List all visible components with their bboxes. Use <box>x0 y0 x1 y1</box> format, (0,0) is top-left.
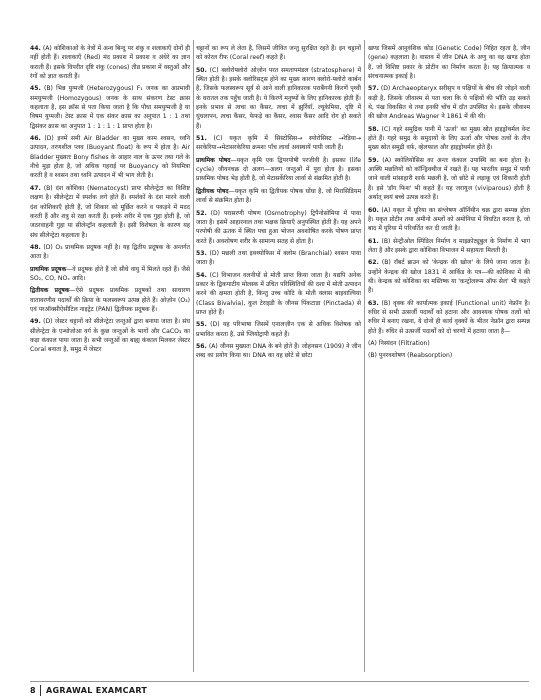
answer-entry <box>30 84 190 131</box>
column-divider <box>193 40 194 672</box>
answer-entry <box>196 209 361 246</box>
question-number: 60. <box>368 206 379 214</box>
column-middle <box>196 44 361 364</box>
answer-entry <box>196 342 361 361</box>
answer-entry <box>368 156 530 203</box>
answer-entry <box>196 271 361 318</box>
answer-text: (D) जेस्टर चट्टानों को सीलेन्ट्रेटा जन्तुओं द्वारा बनाया जाता है। संघ सीलेन्ट्रेटा के एन्थोजोआ वर्ग के कुछ जन्तुओं के भागों और CaCO₃ का कड़ा कंकाल पाया जाता है। सभी जन्तुओं का बाह्य कंकाल मिलकर जेस्टर Coral बनाता है, समुद्र में जेस्टर <box>30 318 191 354</box>
answer-text: (A) निस्यंदन (Filtration) <box>368 339 430 347</box>
footer-rule <box>30 681 529 682</box>
question-number: 57. <box>368 85 379 93</box>
question-number: 59. <box>368 156 379 164</box>
answer-subsection <box>30 286 190 314</box>
question-number: 61. <box>368 237 379 245</box>
answer-text: (B) रॉबर्ट ब्राउन को 'केन्द्रक की खोज' के लिये जाना जाता है। उन्होंने केन्द्रक की खोज 1831 में आर्किड के पत्र—की कोशिका में की थी। केन्द्रक को कोशिका का मस्तिष्क या 'कन्ट्रोलरूम ऑफ सेल' भी कहते हैं। <box>368 259 530 295</box>
answer-text: (A) यकृत में यूरिया का संश्लेषण ऑर्निथीन चक्र द्वारा सम्पन्न होता है। यकृत प्रोटीन तथा अमीनो अम्लों को अमोनिया में विघटित करता है, जो बाद में यूरिया में परिवर्तित कर दी जाती है। <box>368 206 531 233</box>
question-number: 54. <box>196 271 207 279</box>
brand-name: AGRAWAL EXAMCART <box>46 686 148 695</box>
answer-text: (A) कोशिकाओं के नेत्रों में अन्ध बिन्दु पर शंकु व शलाकाएँ दोनों ही नहीं होती हैं। शलाकाएँ (Red) मंद प्रकाश में प्रकाश व अंधेरे का ज्ञान कराती हैं। इसके विपरीत दृष्टि शंकु (cones) तीव्र प्रकाश में वस्तुओं और रंगों को ज्ञात कराती हैं। <box>30 45 191 81</box>
question-number: 62. <box>368 259 379 267</box>
answer-text: (B) सेन्ट्रीओल स्पिंडिल निर्माण व माइक्रोट्यूबुल के निर्माण में भाग लेता है और इसके द्वारा कोशिका विभाजन में सहायता मिलती है। <box>368 237 530 254</box>
answer-text: (D) Archaeopteryx सरीसृप व पक्षियों के बीच की जोड़ने वाली कड़ी है, जिसके जीवाश्म से पता चला कि ये पक्षियों की भाँति उड़ सकते थे, पंख विकसित थे तथा इनकी चोंच में दाँत उपस्थित थे। इसके जीवाश्म की खोज Andreas Wagner ने 1861 में की थी। <box>368 85 530 121</box>
answer-text: चट्टानों का रूप ले लेता है, जिसमें जीवित जन्तु सुरक्षित रहते हैं। इन चट्टानों को कोरल रीफ (Coral reef) कहते हैं। <box>196 45 361 62</box>
answer-entry <box>30 44 190 81</box>
answer-entry <box>30 243 190 262</box>
answer-text: खण्ड जिसमें आनुवंशिक कोड (Genetic Code) निहित रहता है, जीन (gene) कहलाता है। वास्तव में जीन DNA के अणु का वह खण्ड होता है, जो विशिष्ट प्रकार के प्रोटीन का निर्माण करता है। यह क्रियात्मक व संरचनात्मक इकाई है। <box>368 45 530 81</box>
answer-entry <box>30 134 190 181</box>
answer-entry <box>368 258 530 295</box>
answer-entry <box>368 299 530 336</box>
answer-text: (A) जीनस मुख्यतः DNA के बने होते हैं। जोहनसन (1909) ने जीन शब्द का प्रयोग किया था। DNA का वह छोटे से छोटा <box>196 342 362 360</box>
answer-subsection <box>196 187 361 206</box>
question-number: 58. <box>368 125 379 133</box>
answer-entry <box>368 206 530 234</box>
question-number: 50. <box>196 66 207 74</box>
question-number: 47. <box>30 184 41 192</box>
question-number: 52. <box>196 209 207 217</box>
answer-text: (D) मछली तथा इक्थ्योफिस में क्लोम (Branchial) श्वसन पाया जाता है। <box>196 249 361 267</box>
answer-text: —ऐसे प्रदूषक प्राथमिक प्रदूषकों तथा साधारण वातावरणीय पदार्थों की क्रिया के फलस्वरूप उत्पन्न होते हैं। ओज़ोन (O₃) एवं परऑक्सीऐसीटिल नाइट्रेट (PAN) द्वितीयक प्रदूषक हैं। <box>30 287 190 313</box>
answer-entry <box>196 44 361 63</box>
question-number: 55. <box>196 321 207 329</box>
question-number: 46. <box>30 135 41 143</box>
question-number: 49. <box>30 318 41 326</box>
answer-text: —यकृत कृमि का द्वितीयक पोषक घोंघा है, जो मिरासिडियम लार्वा से संक्रमित होता है। <box>196 187 361 205</box>
answer-entry <box>196 66 361 131</box>
answer-text: (B) वृक्क की कार्यात्मक इकाई (Functional unit) नेफ्रॉन है। रुधिर से सभी उत्सर्जी पदार्थों को हटाना और आवश्यक पोषक तत्वों को रुधिर में बनाए रखना, ये दोनों ही कार्य वृक्कों के भीतर नेफ्रॉन द्वारा सम्पन्न होते हैं। रुधिर से उत्सर्जी पदार्थों को दो चरणों में हटाया जाता है— <box>368 299 530 335</box>
answer-entry <box>30 317 190 354</box>
subsection-heading: प्राथमिक पोषद <box>196 156 231 164</box>
answer-entry <box>368 237 530 256</box>
answer-text: (C) विभाजन वलनीयों से मोती प्राप्त किया जाता है। यद्यपि अनेक प्रकार के द्विकपाटीय मोलस्क में उचित परिस्थितियों की दशा में मोती उत्पादन करने की क्षमता होती है, किन्तु उच्च कोटि के मोती क्लास बाइवाल्विया (Class Bivalvia), कुल टेराइडी के जीनस पिंकटाडा (Pinctada) से प्राप्त होते हैं। <box>196 271 361 316</box>
answer-entry <box>368 84 530 121</box>
page-footer <box>0 678 541 700</box>
answer-text: (C) गहरे समुद्रिक पानी में 'ऊर्जा' का मुख्य स्रोत हाइड्रोथर्मल वेन्ट होते हैं। गहरे समुद्र के समुदायों के लिए ऊर्जा और पोषक तत्वों के तीन मुख्य स्रोत समुद्री वर्फ़, व्हेलफाल और हाइड्रोथर्मल होते हैं। <box>368 125 531 152</box>
answer-text: —यकृत कृमि एक द्विपरपोषी परजीवी है। इसका (life cycle) जीवनचक्र दो अलग—अलग जन्तुओं में पूरा होता है। इसका प्राथमिक पोषद भेड़ होती है, जो मेटासर्केरिया लार्वा से संक्रमित होती है। <box>196 156 362 183</box>
answer-entry <box>196 249 361 268</box>
answer-text: (A) स्कोलियोसिस का अन्तः कंकाल उपास्थि का बना होता है। आस्थि मछलियों को कॉन्ड्रिक्थीज में रखते हैं। यह भारतीय समुद्र में पायी जाने वाली मांसाहारी शार्क मछली है, जो छोटे से लड़ाकू एवं शिकारी होती है। इसे 'डॉग फिश' भी कहते हैं। यह जरायुज (viviparous) होती है अर्थात् स्वयं बच्चे उत्पन्न करते हैं। <box>368 156 531 202</box>
column-left <box>30 44 190 358</box>
answer-subsection <box>196 156 361 184</box>
column-divider <box>364 40 365 672</box>
question-number: 56. <box>196 342 207 350</box>
page-number: 8 <box>30 686 36 695</box>
answer-text: (D) O₃ प्राथमिक प्रदूषक नहीं है। यह द्वितीय प्रदूषक के अन्तर्गत आता है। <box>30 243 191 261</box>
question-number: 44. <box>30 45 41 52</box>
answer-text: (D) इनमें समी Air Bladder का मुख्य काम श्वसन, ध्वनि उत्पादन, तरणशील प्लव (Buoyant float) के रूप में होता है। Air Bladder मुख्यतः Bony fishes के आहार नाल के ऊपर तथा गले के नीचे मुड़ा होता है, जो अधिक गहराई पर Buoyancy को नियमित्रा करती है व श्वसन तथा ध्वनि उत्पादन में भी भाग लेती है। <box>30 135 190 180</box>
question-number: 48. <box>30 243 41 251</box>
answer-entry <box>196 320 361 339</box>
answer-entry <box>368 44 530 81</box>
column-right <box>368 44 530 364</box>
answer-subsection <box>368 339 530 348</box>
answer-text: (B) भिन्न युग्मजी (Heterozygous) F₁ जनक का अप्रभावी समयुग्मजी (Homozygous) जनक के साथ संकरण टेस्ट क्रास कहलाता है, इस क्रॉस से पता किया जाता है कि पौधा समयुग्मजी है या विषम युग्मजी। टेस्ट क्रास में एक संकर क्रास का अनुपात 1 : 1 तथा द्विसंकर क्रास का अनुपात 1 : 1 : 1 : 1 प्राप्त होता है। <box>30 85 191 130</box>
answer-entry <box>368 125 530 153</box>
subsection-heading: द्वितीयक प्रदूषक <box>30 287 70 295</box>
footer-separator <box>40 685 41 696</box>
answer-text: (C) यकृत कृमि में सिस्टोसिस→ स्पोरोसिस्ट →रेडिया→ सरकेरिया→मेटासरकेरिया क्रमशः पाँच लार्वा अवस्थायें पायी जाती हैं। <box>196 135 361 152</box>
subsection-heading: प्राथमिक प्रदूषक <box>30 265 67 273</box>
answer-text: —वे प्रदूषक होते हैं जो सीधे वायु में मिलते रहते हैं। जैसे SO₂, CO, NOₓ आदि। <box>30 265 190 282</box>
answer-text: (B) दंश कोशिका (Nematocyst) प्रायः सीलेन्ट्रेटा का विशिष्ट लक्षण है। सीलेन्ट्रेटा में स्पर्शक लगे होते हैं। स्पर्शकों के दंश मारने वाली दंश कोशिकाएँ होती हैं, जो शिकार को मूर्छित करने व पकड़ने में मदद करती हैं और शत्रु से रक्षा करती हैं। इनके शरीर में एक गुहा होती है, जो जठरवाहनी गुहा या सीलेन्ट्रॉन कहलाती है। इसी विशेषता के कारण यह संघ सीलेन्ट्रेटा कहलाता है। <box>30 184 190 239</box>
answer-subsection <box>368 351 530 360</box>
answer-entry <box>30 184 190 240</box>
answer-text: (D) परासरणी पोषण (Osmotrophy) ट्रिपैनोसोमिया में पाया जाता है। इसमें आहारनाल तथा भक्षक क्रियाएँ अनुपस्थित होती हैं। यह अपने परपोषी की ऊतक में स्थित पचा हुआ भोजन अवशोषित करके पोषण प्राप्त करते हैं। अवशोषण शरीर के सामान्य सतह से होता है। <box>196 209 362 245</box>
answer-text: (D) यह परिभाषा जिसमें एनालज़ीन एक से अधिक विशेषक को प्रभावित करता है, उसे प्लियोट्रापी कहते हैं। <box>196 321 361 338</box>
subsection-heading: द्वितीयक पोषद <box>196 187 229 195</box>
question-number: 45. <box>30 85 41 93</box>
question-number: 51. <box>196 135 207 143</box>
question-number: 63. <box>368 299 379 307</box>
answer-text: (C) क्लोरोफ्लोरो ओज़ोन परत समतापमंडल (stratosphere) में स्थित होती है। इसके क्लोरिसट्स होने का मुख्य कारण क्लोरो-फ्लोरो कार्बन है, जिसके फलस्वरूप सूर्य से आने वाली हानिकारक पराबैंगनी किरणें पृथ्वी के धरातल तक पहुँच जाती है। ये किरणें मनुष्यों के लिए हानिकारक होती हैं। इनके प्रभाव से त्वचा का कैंसर, त्वचा में झुर्रियाँ, ल्यूकेमिया, दृष्टि में धुंधलापन, त्वचा कैंसर, फेफड़े का कैंसर, श्वास कैंसर आदि रोग हो सकते हैं। <box>196 66 362 130</box>
answer-subsection <box>30 265 190 284</box>
question-number: 53. <box>196 249 207 257</box>
answer-entry <box>196 134 361 153</box>
answer-text: (B) पुनरवशोषण (Reabsorption) <box>368 352 453 360</box>
